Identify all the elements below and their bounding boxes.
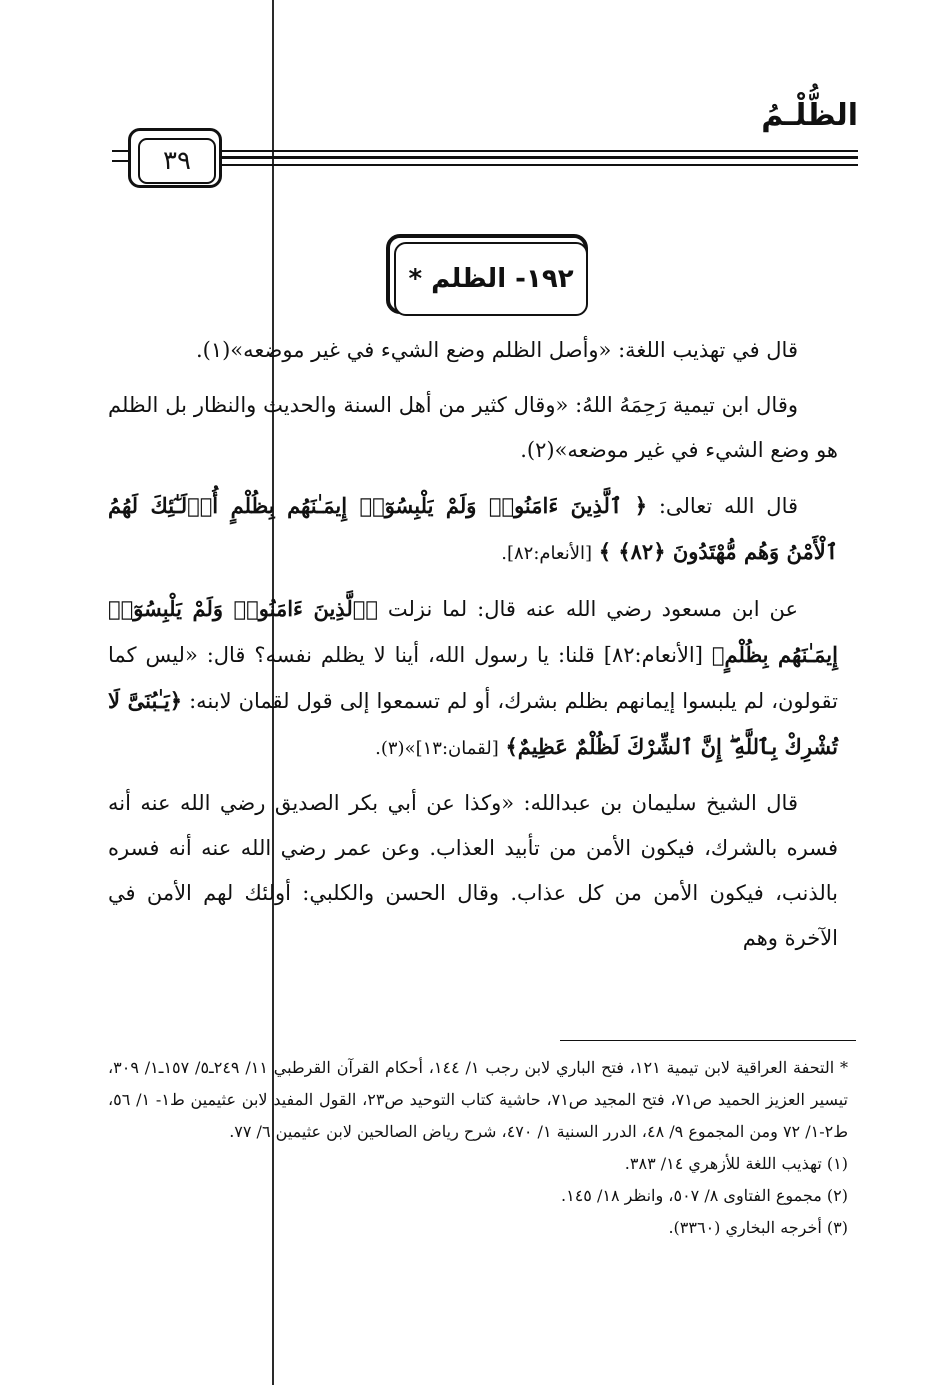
- header-rule: [218, 164, 858, 166]
- quran-verse: ﴿ ٱلَّذِينَ ءَامَنُوا۟ وَلَمْ يَلْبِسُوٓا۟ إِيمَـٰنَهُم بِظُلْمٍ أُو۟لَـٰٓئِكَ لَهُمُ ٱلْأَمْنُ وَهُم مُّهْتَدُونَ ﴿٨٢﴾ ﴾: [108, 493, 838, 564]
- entry-title: ١٩٢- الظلم *: [394, 242, 588, 316]
- verse-reference: [لقمان:١٣]»(٣).: [375, 738, 499, 759]
- hadith-text: عن ابن مسعود رضي الله عنه قال: لما نزلت: [387, 597, 798, 621]
- footnote-1: (١) تهذيب اللغة للأزهري ١٤/ ٣٨٣.: [624, 1154, 848, 1173]
- quran-verse: ﴿يَـٰبُنَىَّ لَا تُشْرِكْ بِٱللَّهِ ۖ إِنَّ ٱلشِّرْكَ لَظُلْمٌ عَظِيمٌ﴾: [108, 688, 838, 759]
- header-rule: [218, 156, 858, 159]
- main-text: [108, 328, 838, 971]
- header-rule: [218, 150, 858, 152]
- footnote-2: (٢) مجموع الفتاوى ٨/ ٥٠٧، وانظر ١٨/ ١٤٥.: [561, 1186, 848, 1205]
- verse-intro: قال الله تعالى:: [658, 494, 799, 518]
- paragraph: [108, 586, 838, 771]
- quran-verse: ﴿ٱلَّذِينَ ءَامَنُوا۟ وَلَمْ يَلْبِسُوٓا۟ إِيمَـٰنَهُم بِظُلْمٍ﴾: [108, 596, 838, 667]
- paragraph: [108, 483, 838, 576]
- footnote-divider: [560, 1040, 856, 1041]
- running-title: الظُّلْـمُ: [761, 98, 858, 133]
- verse-reference: [الأنعام:٨٢].: [501, 543, 593, 564]
- footnote-sources: * التحفة العراقية لابن تيمية ١٢١، فتح الباري لابن رجب ١/ ١٤٤، أحكام القرآن القرطبي ١١/ ٢٤٩ـ٥/ ١٥٧ـ١/ ٣٠٩، تيسير العزيز الحميد ص٧١، فتح المجيد ص٧١، حاشية كتاب التوحيد ص٢٣، القول المفيد لابن عثيمين ط١- ١/ ٥٦، ط٢-١/ ٧٢ ومن المجموع ٩/ ٤٨، الدرر السنية ١/ ٤٧٠، شرح رياض الصالحين لابن عثيمين ٦/ ٧٧.: [108, 1058, 849, 1141]
- hadith-text: [الأنعام:٨٢] قلنا: يا رسول الله، أينا لا يظلم نفسه؟ قال: «ليس كما تقولون، لم يلبسوا إيمانهم بظلم بشرك، أو لم تسمعوا إلى قول لقمان لابنه:: [108, 643, 838, 713]
- paragraph: قال في تهذيب اللغة: «وأصل الظلم وضع الشيء في غير موضعه»(١).: [195, 338, 798, 362]
- paragraph: قال الشيخ سليمان بن عبدالله: «وكذا عن أبي بكر الصديق رضي الله عنه أنه فسره بالشرك، فيكون الأمن من تأبيد العذاب. وعن عمر رضي الله عنه أنه فسره بالذنب، فيكون الأمن من كل عذاب. وقال الحسن والكلبي: أولئك لهم الأمن في الآخرة وهم: [108, 791, 838, 950]
- paragraph: وقال ابن تيمية رَحِمَهُ اللهُ: «وقال كثير من أهل السنة والحديث والنظار بل الظلم هو وضع الشيء في غير موضعه»(٢).: [108, 393, 838, 462]
- page-number: ٣٩: [138, 138, 216, 184]
- footnotes: [108, 1052, 848, 1244]
- footnote-3: (٣) أخرجه البخاري (٣٣٦٠).: [668, 1218, 848, 1237]
